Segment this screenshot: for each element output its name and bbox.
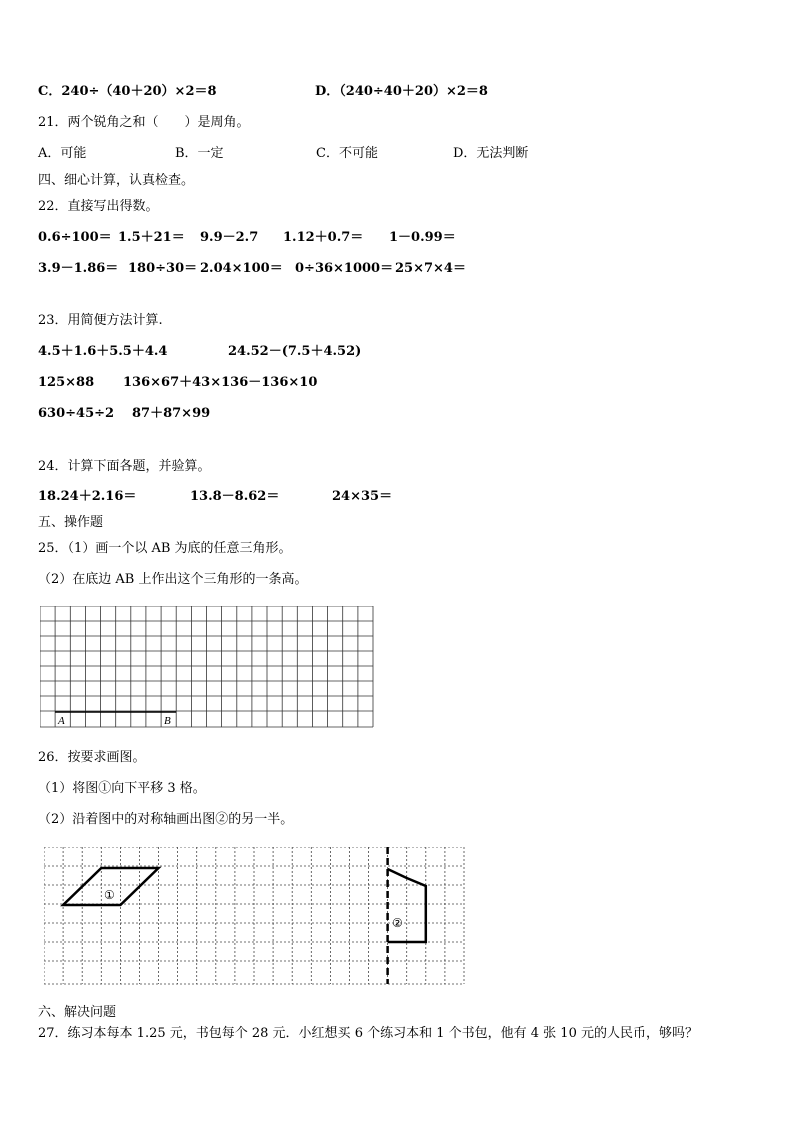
q20-option-d: D．（240÷40＋20）×2＝8 [315, 84, 488, 99]
q21-stem: 21．两个锐角之和（ ）是周角。 [38, 115, 250, 130]
q24-stem: 24．计算下面各题，并验算。 [38, 459, 211, 474]
q22-item: 1.12＋0.7＝ [283, 230, 364, 245]
section-5-heading: 五、操作题 [38, 515, 104, 530]
q22-item: 3.9－1.86＝ [38, 261, 119, 276]
q22-item: 1－0.99＝ [389, 230, 456, 245]
q23-item: 4.5＋1.6＋5.5＋4.4 [38, 344, 168, 359]
q26-grid-svg [44, 847, 468, 987]
q26-part2: （2）沿着图中的对称轴画出图②的另一半。 [38, 812, 294, 827]
q24-item: 13.8－8.62＝ [190, 489, 280, 504]
q23-item: 87＋87×99 [132, 406, 211, 421]
figure-1-label: ① [104, 888, 115, 902]
q22-item: 0.6÷100＝ [38, 230, 112, 245]
q23-item: 125×88 [38, 375, 95, 390]
q24-item: 24×35＝ [332, 489, 393, 504]
section-4-heading: 四、细心计算，认真检查。 [38, 173, 195, 188]
q26-stem: 26．按要求画图。 [38, 750, 146, 765]
q22-item: 0÷36×1000＝ [295, 261, 394, 276]
q21-option-c: C．不可能 [316, 146, 378, 161]
q22-item: 1.5＋21＝ [118, 230, 185, 245]
q21-option-d: D．无法判断 [453, 146, 529, 161]
q22-item: 25×7×4＝ [395, 261, 466, 276]
q21-option-a: A．可能 [38, 146, 87, 161]
q23-item: 24.52－(7.5＋4.52) [228, 344, 362, 359]
q22-item: 2.04×100＝ [200, 261, 283, 276]
q25-part2: （2）在底边 AB 上作出这个三角形的一条高。 [38, 572, 308, 587]
figure-2-label: ② [392, 916, 403, 930]
q23-item: 630÷45÷2 [38, 406, 115, 421]
q25-grid [40, 606, 376, 730]
q22-stem: 22．直接写出得数。 [38, 199, 159, 214]
q27-stem: 27．练习本每本 1.25 元，书包每个 28 元．小红想买 6 个练习本和 1 个书包，他有 4 张 10 元的人民币，够吗？ [38, 1026, 698, 1041]
q24-item: 18.24＋2.16＝ [38, 489, 137, 504]
q25-grid-svg [40, 606, 376, 730]
point-b-label: B [164, 715, 171, 727]
q22-item: 9.9－2.7 [200, 230, 259, 245]
q23-stem: 23．用简便方法计算. [38, 313, 163, 328]
q22-item: 180÷30＝ [128, 261, 198, 276]
q23-item: 136×67＋43×136－136×10 [123, 375, 318, 390]
q25-part1: 25．（1）画一个以 AB 为底的任意三角形。 [38, 541, 292, 556]
q26-grid [44, 847, 468, 987]
q21-option-b: B．一定 [175, 146, 224, 161]
point-a-label: A [58, 715, 65, 727]
q20-option-c: C．240÷（40＋20）×2＝8 [38, 84, 217, 99]
q25-grid-lines [40, 606, 373, 727]
q26-part1: （1）将图①向下平移 3 格。 [38, 781, 206, 796]
section-6-heading: 六、解决问题 [38, 1005, 117, 1020]
